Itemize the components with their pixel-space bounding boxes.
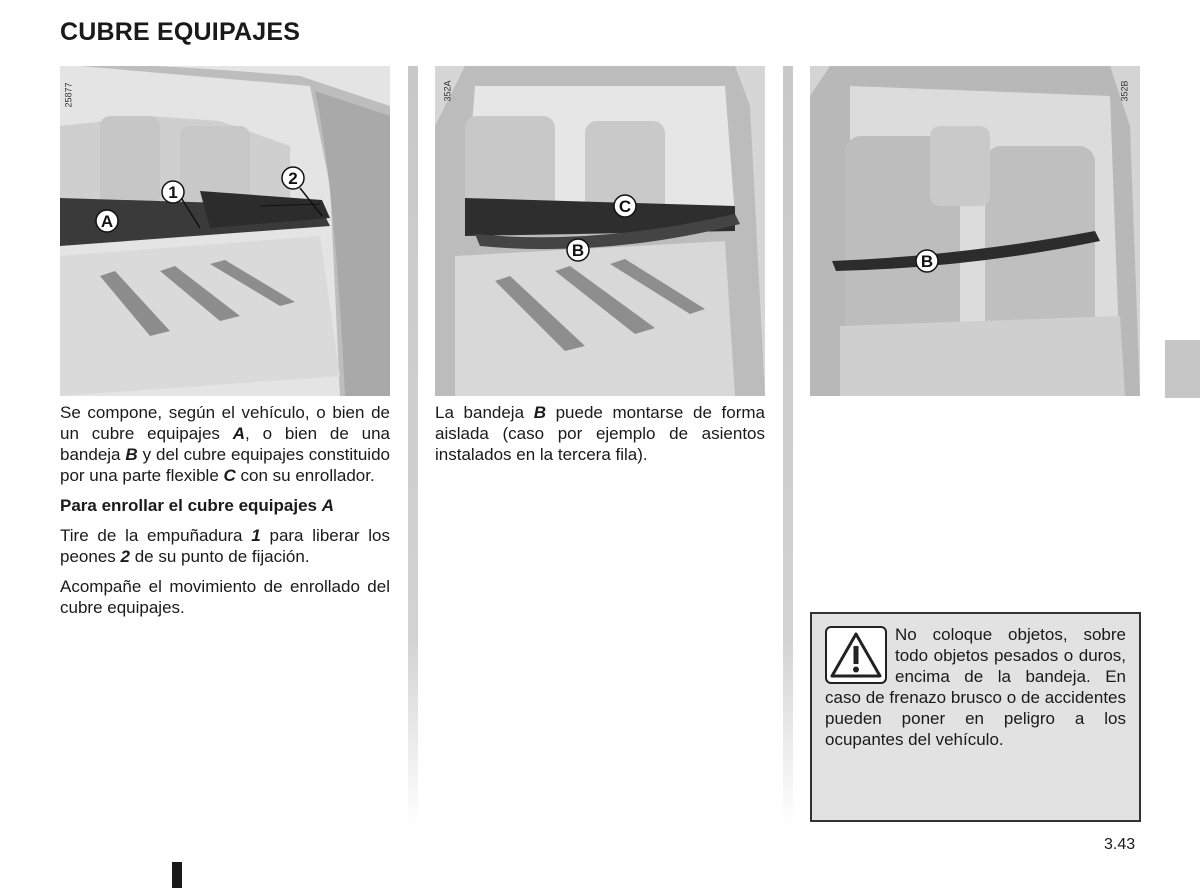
callout-2: 2 (288, 169, 298, 188)
callout-b: B (920, 252, 934, 271)
figure-code: 352A (442, 80, 453, 102)
section-tab (1165, 340, 1200, 398)
figure-luggage-cover-a (60, 66, 390, 396)
description-paragraph: Se compone, según el vehículo, o bien de un cubre equipajes A, o bien de una bandeja B y del cubre equipajes constituido por una parte flexible C con su enrollador. (60, 403, 390, 485)
callout-a: A (100, 212, 114, 231)
section-heading: Para enrollar el cubre equipajes A (60, 496, 335, 515)
page-number: 3.43 (1104, 836, 1136, 853)
column-divider (783, 66, 793, 826)
warning-box (810, 612, 1141, 822)
warning-triangle-icon (825, 626, 887, 684)
figure-tray-b-cover-c (435, 66, 765, 396)
instruction-paragraph: Tire de la empuñadura 1 para liberar los peones 2 de su punto de fijación. (60, 526, 390, 566)
page-title: CUBRE EQUIPAJES (60, 18, 301, 46)
column-2-text (435, 402, 765, 474)
callout-c: C (618, 197, 632, 216)
instruction-paragraph: Acompañe el movimiento de enrollado del cubre equipajes. (60, 577, 390, 617)
crop-mark (172, 862, 182, 888)
tray-paragraph: La bandeja B puede montarse de forma aislada (caso por ejemplo de asientos instalados en la tercera fila). (435, 403, 765, 464)
figure-code: 25877 (63, 82, 74, 108)
callout-b: B (571, 241, 585, 260)
column-1-text (60, 402, 390, 627)
figure-code: 352B (1119, 80, 1130, 102)
figure-tray-b-alone (810, 66, 1140, 396)
column-divider (408, 66, 418, 826)
warning-text: No coloque objetos, sobre todo objetos pesados o duros, encima de la bandeja. En caso de frenazo brusco o de accidentes pueden poner en peligro a los ocupantes del vehículo. (825, 625, 1126, 749)
callout-1: 1 (168, 183, 178, 202)
